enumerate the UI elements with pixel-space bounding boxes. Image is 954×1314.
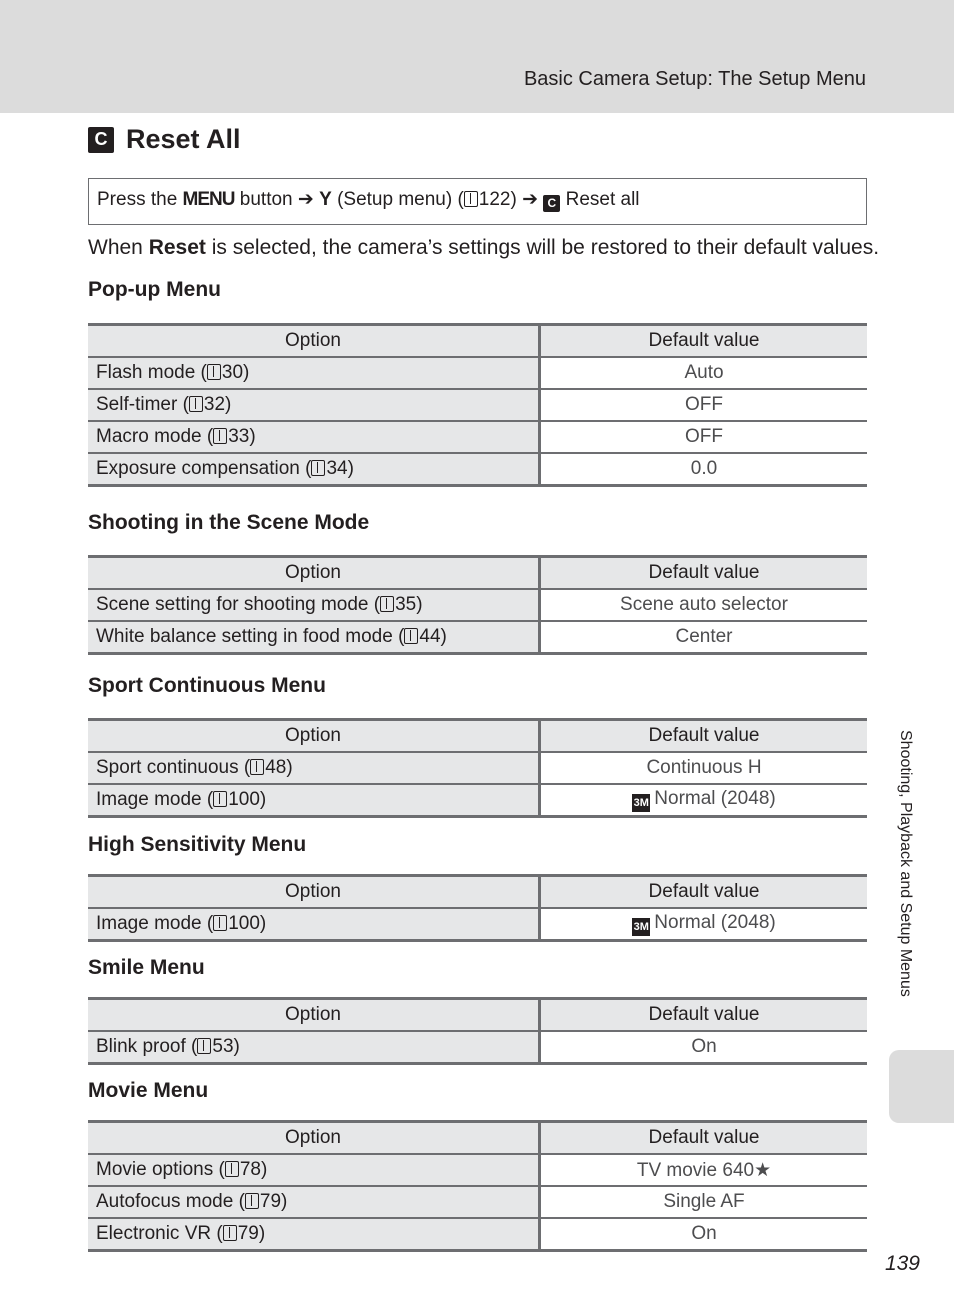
- page-ref-icon: [245, 1193, 259, 1209]
- nav-press: Press the: [97, 189, 178, 210]
- page-ref-icon: [197, 1038, 211, 1054]
- running-header: Basic Camera Setup: The Setup Menu: [523, 68, 866, 90]
- arrow-right-icon: ➔: [522, 189, 539, 210]
- default-value-cell: 3M Normal (2048): [540, 784, 868, 817]
- nav-setup: (Setup menu) (: [337, 189, 464, 210]
- default-value-cell: On: [540, 1218, 868, 1251]
- column-header-option: Option: [88, 720, 540, 753]
- column-header-default: Default value: [540, 876, 868, 909]
- page-ref-icon: [311, 460, 325, 476]
- default-value-cell: 3M Normal (2048): [540, 908, 868, 941]
- nav-ref: 122): [478, 189, 517, 210]
- options-table: [88, 718, 867, 818]
- page-number: 139: [884, 1252, 920, 1275]
- default-value-cell: On: [540, 1031, 868, 1064]
- options-table: [88, 1120, 867, 1252]
- intro-bold: Reset: [148, 236, 206, 259]
- table-row: [88, 1031, 867, 1064]
- table-row: [88, 1218, 867, 1251]
- page-ref-icon: [380, 596, 394, 612]
- table-row: [88, 784, 867, 817]
- menu-button-icon: MENU: [182, 189, 235, 210]
- table-row: [88, 1154, 867, 1186]
- table-row: [88, 389, 867, 421]
- column-header-option: Option: [88, 325, 540, 358]
- option-cell: Macro mode ( 33): [88, 421, 540, 453]
- column-header-option: Option: [88, 557, 540, 590]
- menu-path-box: [88, 178, 867, 225]
- page-ref-icon: [207, 364, 221, 380]
- intro-pre: When: [88, 236, 149, 259]
- setup-wrench-icon: Y: [319, 189, 332, 210]
- column-header-option: Option: [88, 999, 540, 1032]
- column-header-default: Default value: [540, 1122, 868, 1155]
- section-title: Movie Menu: [88, 1079, 209, 1102]
- nav-button: button: [239, 189, 293, 210]
- intro-post: is selected, the camera’s settings will be restored to their default values.: [205, 236, 880, 259]
- option-cell: Image mode ( 100): [88, 908, 540, 941]
- image-mode-3m-icon: 3M: [632, 794, 650, 812]
- default-value-cell: 0.0: [540, 453, 868, 486]
- default-value-cell: Center: [540, 621, 868, 654]
- option-cell: White balance setting in food mode ( 44): [88, 621, 540, 654]
- table-row: [88, 357, 867, 389]
- section-title: Pop-up Menu: [88, 278, 221, 301]
- nav-reset-label: Reset all: [565, 189, 640, 210]
- page-title: [88, 124, 241, 155]
- intro-text: [88, 236, 879, 260]
- option-cell: Exposure compensation ( 34): [88, 453, 540, 486]
- column-header-default: Default value: [540, 720, 868, 753]
- default-value-cell: Auto: [540, 357, 868, 389]
- option-cell: Autofocus mode ( 79): [88, 1186, 540, 1218]
- side-section-label: Shooting, Playback and Setup Menus: [897, 730, 914, 997]
- page-ref-icon: [223, 1225, 237, 1241]
- image-mode-3m-icon: 3M: [632, 918, 650, 936]
- section-title: High Sensitivity Menu: [88, 833, 307, 856]
- options-table: [88, 323, 867, 487]
- column-header-option: Option: [88, 1122, 540, 1155]
- default-value-cell: Continuous H: [540, 752, 868, 784]
- default-value-cell: OFF: [540, 421, 868, 453]
- table-row: [88, 421, 867, 453]
- options-table: [88, 555, 867, 655]
- column-header-default: Default value: [540, 557, 868, 590]
- table-row: [88, 1186, 867, 1218]
- side-thumb-tab[interactable]: [889, 1050, 954, 1123]
- page-ref-icon: [225, 1161, 239, 1177]
- options-table: [88, 874, 867, 942]
- table-row: [88, 453, 867, 486]
- page-title-text: Reset All: [126, 124, 241, 154]
- default-value-cell: Single AF: [540, 1186, 868, 1218]
- option-cell: Blink proof ( 53): [88, 1031, 540, 1064]
- option-cell: Scene setting for shooting mode ( 35): [88, 589, 540, 621]
- column-header-default: Default value: [540, 325, 868, 358]
- reset-icon: C: [88, 127, 114, 153]
- option-cell: Movie options ( 78): [88, 1154, 540, 1186]
- default-value-cell: OFF: [540, 389, 868, 421]
- options-table: [88, 997, 867, 1065]
- option-cell: Flash mode ( 30): [88, 357, 540, 389]
- option-cell: Sport continuous ( 48): [88, 752, 540, 784]
- page-ref-icon: [250, 759, 264, 775]
- page-ref-icon: [213, 791, 227, 807]
- section-title: Sport Continuous Menu: [88, 674, 326, 697]
- header-band: [0, 0, 954, 113]
- page-ref-icon: [213, 428, 227, 444]
- column-header-default: Default value: [540, 999, 868, 1032]
- option-cell: Self-timer ( 32): [88, 389, 540, 421]
- arrow-right-icon: ➔: [297, 189, 314, 210]
- table-row: [88, 621, 867, 654]
- table-row: [88, 589, 867, 621]
- reset-icon: C: [543, 195, 560, 212]
- option-cell: Electronic VR ( 79): [88, 1218, 540, 1251]
- section-title: Smile Menu: [88, 956, 205, 979]
- page-ref-icon: [464, 191, 478, 207]
- page-ref-icon: [213, 915, 227, 931]
- default-value-cell: Scene auto selector: [540, 589, 868, 621]
- option-cell: Image mode ( 100): [88, 784, 540, 817]
- page-ref-icon: [189, 396, 203, 412]
- table-row: [88, 752, 867, 784]
- section-title: Shooting in the Scene Mode: [88, 511, 370, 534]
- table-row: [88, 908, 867, 941]
- default-value-cell: TV movie 640★: [540, 1154, 868, 1186]
- column-header-option: Option: [88, 876, 540, 909]
- page-ref-icon: [404, 628, 418, 644]
